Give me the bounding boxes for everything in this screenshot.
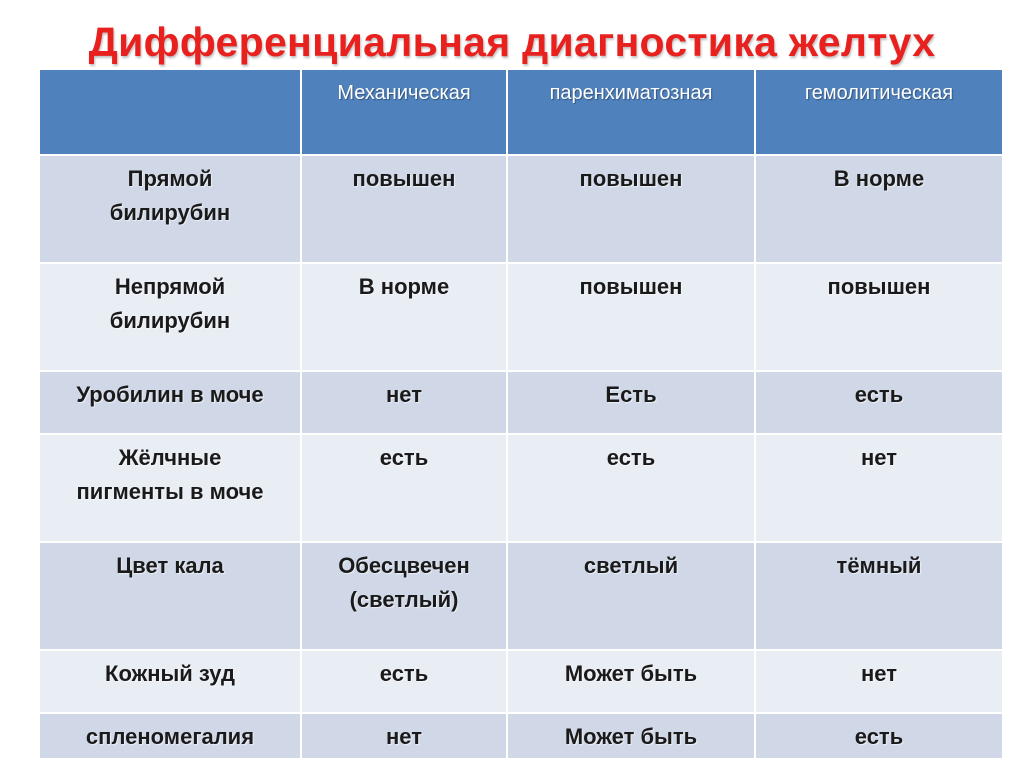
- table-cell: В норме: [301, 263, 507, 371]
- table-cell: В норме: [755, 155, 1003, 263]
- table-cell: Обесцвечен (светлый): [301, 542, 507, 650]
- table-cell: тёмный: [755, 542, 1003, 650]
- table-cell: Может быть: [507, 650, 755, 713]
- table-row: [39, 434, 1003, 542]
- table-row: [39, 155, 1003, 263]
- table-cell: нет: [301, 371, 507, 434]
- table-cell: есть: [755, 371, 1003, 434]
- header-mechanical: Механическая: [301, 69, 507, 155]
- diagnosis-table: [38, 68, 1004, 760]
- table-cell: нет: [755, 434, 1003, 542]
- table-cell: повышен: [507, 155, 755, 263]
- table-cell: нет: [301, 713, 507, 759]
- table-cell: светлый: [507, 542, 755, 650]
- header-parenchymal: паренхиматозная: [507, 69, 755, 155]
- row-label: Прямой билирубин: [39, 155, 301, 263]
- row-label: Жёлчные пигменты в моче: [39, 434, 301, 542]
- table-row: [39, 542, 1003, 650]
- row-label: Непрямой билирубин: [39, 263, 301, 371]
- table-cell: Может быть: [507, 713, 755, 759]
- table-header-row: [39, 69, 1003, 155]
- table-cell: повышен: [301, 155, 507, 263]
- table-cell: повышен: [755, 263, 1003, 371]
- table-row: [39, 650, 1003, 713]
- row-label: спленомегалия: [39, 713, 301, 759]
- table-cell: Есть: [507, 371, 755, 434]
- row-label: Кожный зуд: [39, 650, 301, 713]
- table-cell: есть: [755, 713, 1003, 759]
- header-corner: [39, 69, 301, 155]
- row-label: Уробилин в моче: [39, 371, 301, 434]
- table-row: [39, 713, 1003, 759]
- table-cell: есть: [507, 434, 755, 542]
- table-cell: нет: [755, 650, 1003, 713]
- table-cell: повышен: [507, 263, 755, 371]
- page-title: Дифференциальная диагностика желтух: [88, 19, 936, 65]
- header-hemolytic: гемолитическая: [755, 69, 1003, 155]
- table-row: [39, 263, 1003, 371]
- table-row: [39, 371, 1003, 434]
- row-label: Цвет кала: [39, 542, 301, 650]
- table-cell: есть: [301, 650, 507, 713]
- table-cell: есть: [301, 434, 507, 542]
